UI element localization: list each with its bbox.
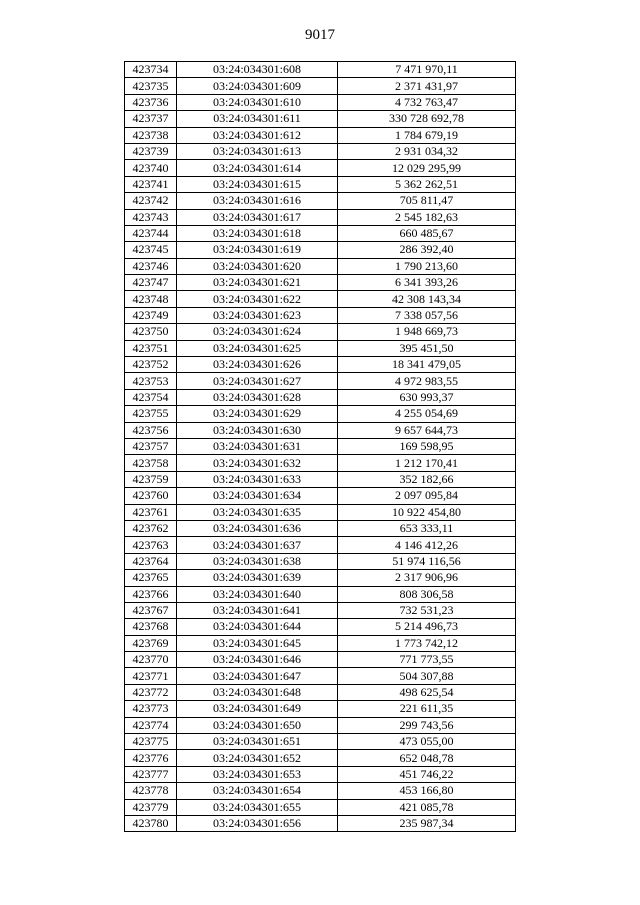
row-number-cell: 423780 — [125, 815, 177, 831]
cadastral-number-cell: 03:24:034301:615 — [177, 176, 338, 192]
cadastral-value-cell: 732 531,23 — [338, 602, 516, 618]
cadastral-value-cell: 660 485,67 — [338, 225, 516, 241]
table-row — [125, 258, 516, 274]
row-number-cell: 423744 — [125, 225, 177, 241]
table-row — [125, 160, 516, 176]
table-row — [125, 78, 516, 94]
table-row — [125, 373, 516, 389]
table-row — [125, 438, 516, 454]
cadastral-value-cell: 1 784 679,19 — [338, 127, 516, 143]
cadastral-number-cell: 03:24:034301:651 — [177, 734, 338, 750]
cadastral-value-table — [124, 61, 516, 832]
cadastral-value-cell: 453 166,80 — [338, 783, 516, 799]
table-body — [125, 62, 516, 832]
cadastral-number-cell: 03:24:034301:630 — [177, 422, 338, 438]
row-number-cell: 423775 — [125, 734, 177, 750]
cadastral-value-cell: 5 214 496,73 — [338, 619, 516, 635]
cadastral-value-cell: 451 746,22 — [338, 766, 516, 782]
row-number-cell: 423739 — [125, 143, 177, 159]
row-number-cell: 423761 — [125, 504, 177, 520]
cadastral-number-cell: 03:24:034301:641 — [177, 602, 338, 618]
table-row — [125, 176, 516, 192]
table-row — [125, 143, 516, 159]
table-row — [125, 750, 516, 766]
cadastral-number-cell: 03:24:034301:618 — [177, 225, 338, 241]
cadastral-number-cell: 03:24:034301:644 — [177, 619, 338, 635]
cadastral-value-cell: 395 451,50 — [338, 340, 516, 356]
cadastral-value-cell: 1 212 170,41 — [338, 455, 516, 471]
cadastral-value-cell: 2 371 431,97 — [338, 78, 516, 94]
cadastral-value-cell: 7 338 057,56 — [338, 307, 516, 323]
row-number-cell: 423768 — [125, 619, 177, 635]
table-row — [125, 717, 516, 733]
cadastral-number-cell: 03:24:034301:625 — [177, 340, 338, 356]
row-number-cell: 423778 — [125, 783, 177, 799]
row-number-cell: 423764 — [125, 553, 177, 569]
row-number-cell: 423737 — [125, 111, 177, 127]
row-number-cell: 423738 — [125, 127, 177, 143]
cadastral-value-cell: 10 922 454,80 — [338, 504, 516, 520]
cadastral-number-cell: 03:24:034301:646 — [177, 652, 338, 668]
row-number-cell: 423773 — [125, 701, 177, 717]
table-row — [125, 62, 516, 78]
table-row — [125, 799, 516, 815]
table-row — [125, 406, 516, 422]
cadastral-number-cell: 03:24:034301:629 — [177, 406, 338, 422]
table-row — [125, 652, 516, 668]
row-number-cell: 423759 — [125, 471, 177, 487]
cadastral-number-cell: 03:24:034301:616 — [177, 193, 338, 209]
table-row — [125, 553, 516, 569]
cadastral-value-cell: 299 743,56 — [338, 717, 516, 733]
cadastral-number-cell: 03:24:034301:656 — [177, 815, 338, 831]
cadastral-number-cell: 03:24:034301:628 — [177, 389, 338, 405]
cadastral-value-cell: 2 931 034,32 — [338, 143, 516, 159]
table-row — [125, 324, 516, 340]
cadastral-value-cell: 504 307,88 — [338, 668, 516, 684]
cadastral-value-cell: 4 732 763,47 — [338, 94, 516, 110]
row-number-cell: 423777 — [125, 766, 177, 782]
cadastral-value-cell: 473 055,00 — [338, 734, 516, 750]
cadastral-value-cell: 4 972 983,55 — [338, 373, 516, 389]
table-row — [125, 389, 516, 405]
table-row — [125, 783, 516, 799]
cadastral-value-cell: 5 362 262,51 — [338, 176, 516, 192]
cadastral-value-cell: 771 773,55 — [338, 652, 516, 668]
cadastral-number-cell: 03:24:034301:617 — [177, 209, 338, 225]
table-row — [125, 586, 516, 602]
row-number-cell: 423756 — [125, 422, 177, 438]
cadastral-value-cell: 221 611,35 — [338, 701, 516, 717]
row-number-cell: 423753 — [125, 373, 177, 389]
cadastral-number-cell: 03:24:034301:621 — [177, 275, 338, 291]
row-number-cell: 423770 — [125, 652, 177, 668]
table-row — [125, 684, 516, 700]
cadastral-number-cell: 03:24:034301:612 — [177, 127, 338, 143]
row-number-cell: 423766 — [125, 586, 177, 602]
cadastral-number-cell: 03:24:034301:639 — [177, 570, 338, 586]
cadastral-value-cell: 12 029 295,99 — [338, 160, 516, 176]
cadastral-value-cell: 352 182,66 — [338, 471, 516, 487]
cadastral-number-cell: 03:24:034301:653 — [177, 766, 338, 782]
cadastral-number-cell: 03:24:034301:620 — [177, 258, 338, 274]
table-row — [125, 602, 516, 618]
cadastral-number-cell: 03:24:034301:640 — [177, 586, 338, 602]
cadastral-number-cell: 03:24:034301:635 — [177, 504, 338, 520]
cadastral-value-cell: 169 598,95 — [338, 438, 516, 454]
cadastral-value-cell: 421 085,78 — [338, 799, 516, 815]
cadastral-value-cell: 18 341 479,05 — [338, 357, 516, 373]
cadastral-value-cell: 235 987,34 — [338, 815, 516, 831]
cadastral-value-cell: 4 255 054,69 — [338, 406, 516, 422]
table-row — [125, 275, 516, 291]
row-number-cell: 423740 — [125, 160, 177, 176]
cadastral-number-cell: 03:24:034301:655 — [177, 799, 338, 815]
cadastral-number-cell: 03:24:034301:633 — [177, 471, 338, 487]
row-number-cell: 423772 — [125, 684, 177, 700]
table-row — [125, 471, 516, 487]
cadastral-value-cell: 51 974 116,56 — [338, 553, 516, 569]
row-number-cell: 423751 — [125, 340, 177, 356]
table-row — [125, 111, 516, 127]
row-number-cell: 423765 — [125, 570, 177, 586]
row-number-cell: 423763 — [125, 537, 177, 553]
table-row — [125, 734, 516, 750]
cadastral-number-cell: 03:24:034301:624 — [177, 324, 338, 340]
table-row — [125, 307, 516, 323]
cadastral-number-cell: 03:24:034301:626 — [177, 357, 338, 373]
cadastral-value-cell: 4 146 412,26 — [338, 537, 516, 553]
cadastral-number-cell: 03:24:034301:647 — [177, 668, 338, 684]
table-row — [125, 291, 516, 307]
row-number-cell: 423757 — [125, 438, 177, 454]
table-row — [125, 570, 516, 586]
row-number-cell: 423769 — [125, 635, 177, 651]
table-row — [125, 340, 516, 356]
cadastral-value-cell: 42 308 143,34 — [338, 291, 516, 307]
row-number-cell: 423771 — [125, 668, 177, 684]
cadastral-number-cell: 03:24:034301:611 — [177, 111, 338, 127]
row-number-cell: 423762 — [125, 520, 177, 536]
table-row — [125, 455, 516, 471]
table-row — [125, 701, 516, 717]
cadastral-number-cell: 03:24:034301:649 — [177, 701, 338, 717]
table-row — [125, 619, 516, 635]
cadastral-value-cell: 2 097 095,84 — [338, 488, 516, 504]
cadastral-value-cell: 286 392,40 — [338, 242, 516, 258]
cadastral-number-cell: 03:24:034301:631 — [177, 438, 338, 454]
row-number-cell: 423745 — [125, 242, 177, 258]
row-number-cell: 423747 — [125, 275, 177, 291]
cadastral-value-cell: 7 471 970,11 — [338, 62, 516, 78]
row-number-cell: 423746 — [125, 258, 177, 274]
table-row — [125, 127, 516, 143]
row-number-cell: 423758 — [125, 455, 177, 471]
row-number-cell: 423754 — [125, 389, 177, 405]
cadastral-value-cell: 1 948 669,73 — [338, 324, 516, 340]
cadastral-value-cell: 2 545 182,63 — [338, 209, 516, 225]
cadastral-value-cell: 808 306,58 — [338, 586, 516, 602]
row-number-cell: 423755 — [125, 406, 177, 422]
table-row — [125, 635, 516, 651]
cadastral-value-cell: 652 048,78 — [338, 750, 516, 766]
table-row — [125, 766, 516, 782]
cadastral-value-cell: 330 728 692,78 — [338, 111, 516, 127]
cadastral-number-cell: 03:24:034301:623 — [177, 307, 338, 323]
cadastral-number-cell: 03:24:034301:648 — [177, 684, 338, 700]
cadastral-number-cell: 03:24:034301:650 — [177, 717, 338, 733]
row-number-cell: 423767 — [125, 602, 177, 618]
table-row — [125, 520, 516, 536]
cadastral-number-cell: 03:24:034301:613 — [177, 143, 338, 159]
row-number-cell: 423776 — [125, 750, 177, 766]
cadastral-number-cell: 03:24:034301:619 — [177, 242, 338, 258]
row-number-cell: 423741 — [125, 176, 177, 192]
cadastral-number-cell: 03:24:034301:614 — [177, 160, 338, 176]
table-row — [125, 422, 516, 438]
cadastral-value-cell: 9 657 644,73 — [338, 422, 516, 438]
table-row — [125, 668, 516, 684]
table-row — [125, 537, 516, 553]
table-row — [125, 357, 516, 373]
row-number-cell: 423749 — [125, 307, 177, 323]
cadastral-number-cell: 03:24:034301:645 — [177, 635, 338, 651]
cadastral-value-cell: 498 625,54 — [338, 684, 516, 700]
cadastral-value-cell: 630 993,37 — [338, 389, 516, 405]
row-number-cell: 423779 — [125, 799, 177, 815]
row-number-cell: 423750 — [125, 324, 177, 340]
cadastral-value-cell: 1 790 213,60 — [338, 258, 516, 274]
cadastral-value-cell: 2 317 906,96 — [338, 570, 516, 586]
row-number-cell: 423735 — [125, 78, 177, 94]
cadastral-value-cell: 6 341 393,26 — [338, 275, 516, 291]
table-row — [125, 94, 516, 110]
cadastral-number-cell: 03:24:034301:637 — [177, 537, 338, 553]
table-row — [125, 504, 516, 520]
page-number: 9017 — [305, 27, 335, 43]
table-row — [125, 193, 516, 209]
cadastral-value-cell: 1 773 742,12 — [338, 635, 516, 651]
cadastral-number-cell: 03:24:034301:608 — [177, 62, 338, 78]
cadastral-number-cell: 03:24:034301:632 — [177, 455, 338, 471]
table-row — [125, 242, 516, 258]
cadastral-number-cell: 03:24:034301:609 — [177, 78, 338, 94]
row-number-cell: 423742 — [125, 193, 177, 209]
cadastral-number-cell: 03:24:034301:652 — [177, 750, 338, 766]
cadastral-number-cell: 03:24:034301:622 — [177, 291, 338, 307]
cadastral-number-cell: 03:24:034301:638 — [177, 553, 338, 569]
cadastral-number-cell: 03:24:034301:654 — [177, 783, 338, 799]
cadastral-value-cell: 653 333,11 — [338, 520, 516, 536]
cadastral-number-cell: 03:24:034301:610 — [177, 94, 338, 110]
cadastral-number-cell: 03:24:034301:636 — [177, 520, 338, 536]
table-row — [125, 225, 516, 241]
row-number-cell: 423760 — [125, 488, 177, 504]
cadastral-number-cell: 03:24:034301:627 — [177, 373, 338, 389]
table-row — [125, 209, 516, 225]
row-number-cell: 423752 — [125, 357, 177, 373]
table-row — [125, 488, 516, 504]
row-number-cell: 423774 — [125, 717, 177, 733]
cadastral-number-cell: 03:24:034301:634 — [177, 488, 338, 504]
row-number-cell: 423734 — [125, 62, 177, 78]
row-number-cell: 423743 — [125, 209, 177, 225]
row-number-cell: 423748 — [125, 291, 177, 307]
row-number-cell: 423736 — [125, 94, 177, 110]
cadastral-value-cell: 705 811,47 — [338, 193, 516, 209]
table-row — [125, 815, 516, 831]
